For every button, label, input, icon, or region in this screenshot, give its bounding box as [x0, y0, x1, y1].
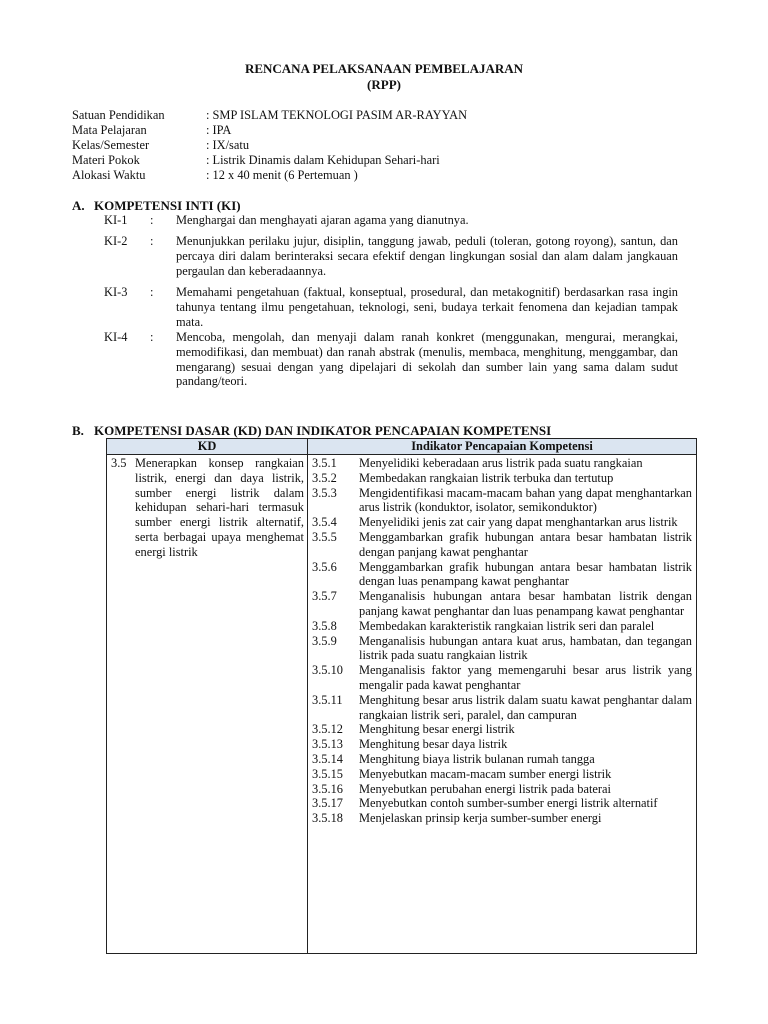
- indicator-code: 3.5.5: [312, 529, 337, 544]
- ki-text: Memahami pengetahuan (faktual, konseptual, prosedural, dan metakognitif) berdasarkan rasa ingin tahunya tentang ilmu pengetahuan, teknologi, seni, budaya terkait fenomena dan kejadian tampak mata.: [176, 285, 678, 329]
- ki-text: Menghargai dan menghayati ajaran agama yang dianutnya.: [176, 213, 469, 227]
- section-a-heading: [72, 198, 241, 213]
- indicator-item: [312, 796, 692, 811]
- indicator-text: Membedakan karakteristik rangkaian listrik seri dan paralel: [359, 618, 655, 633]
- indicator-item: [312, 752, 692, 767]
- indicator-item: [312, 471, 692, 486]
- info-label: Satuan Pendidikan: [72, 108, 165, 122]
- indicator-text: Menganalisis faktor yang memengaruhi besar arus listrik yang mengalir pada kawat penghantar: [359, 663, 692, 692]
- ki-code: KI-4: [104, 330, 128, 344]
- section-title: KOMPETENSI INTI (KI): [94, 198, 241, 213]
- indicator-text: Menyelidiki keberadaan arus listrik pada suatu rangkaian: [359, 456, 643, 470]
- section-letter: A.: [72, 198, 85, 213]
- info-label: Alokasi Waktu: [72, 168, 146, 182]
- indicator-code: 3.5.9: [312, 633, 337, 648]
- indicator-code: 3.5.17: [312, 796, 343, 811]
- section-title: KOMPETENSI DASAR (KD) DAN INDIKATOR PENCAPAIAN KOMPETENSI: [94, 423, 552, 438]
- indicator-text: Menyebutkan contoh sumber-sumber energi listrik alternatif: [359, 796, 658, 811]
- ki-colon: :: [150, 285, 154, 299]
- ki-text: Menunjukkan perilaku jujur, disiplin, tanggung jawab, peduli (toleran, gotong royong), santun, dan percaya diri dalam berinteraksi secara efektif dengan lingkungan sosial dan alam dalam jangkauan pergaulan dan keberadaannya.: [176, 234, 678, 278]
- indicator-code: 3.5.6: [312, 559, 337, 574]
- ki-code: KI-2: [104, 234, 128, 248]
- info-label: Mata Pelajaran: [72, 123, 147, 137]
- indicator-text: Menggambarkan grafik hubungan antara besar hambatan listrik dengan luas penampang kawat penghantar: [359, 559, 692, 589]
- indicator-code: 3.5.18: [312, 811, 343, 826]
- document-subtitle: (RPP): [367, 77, 401, 92]
- ki-colon: :: [150, 234, 154, 248]
- kd-cell: [111, 456, 304, 560]
- indicator-text: Menghitung besar energi listrik: [359, 722, 515, 737]
- section-b-heading: [72, 423, 551, 438]
- indicator-text: Menyebutkan macam-macam sumber energi listrik: [359, 766, 612, 781]
- indicator-item: [312, 456, 692, 471]
- ki-colon: :: [150, 213, 154, 227]
- info-row: [72, 138, 467, 153]
- indicator-text: Menghitung biaya listrik bulanan rumah tangga: [359, 751, 595, 766]
- indicator-code: 3.5.13: [312, 737, 343, 752]
- indicator-item: [312, 782, 692, 797]
- indicator-item: [312, 619, 692, 634]
- indicator-text: Menghitung besar daya listrik: [359, 737, 508, 752]
- kd-text: Menerapkan konsep rangkaian listrik, energi dan daya listrik, sumber energi listrik dalam kehidupan sehari-hari termasuk sumber energi listrik alternatif, serta berbagai upaya menghemat energi listrik: [135, 456, 304, 559]
- indicator-code: 3.5.10: [312, 663, 343, 678]
- kd-number: 3.5: [111, 456, 127, 470]
- column-header-indicator: Indikator Pencapaian Kompetensi: [411, 439, 593, 453]
- ki-colon: :: [150, 330, 154, 344]
- indicator-item: [312, 589, 692, 619]
- identity-info: [72, 108, 467, 183]
- column-header-kd: KD: [107, 439, 308, 454]
- indicator-code: 3.5.7: [312, 589, 337, 604]
- indicator-item: [312, 693, 692, 723]
- info-row: [72, 168, 467, 183]
- indicator-code: 3.5.12: [312, 722, 343, 737]
- table-header-row: [107, 439, 696, 455]
- info-row: [72, 123, 467, 138]
- indicator-text: Mengidentifikasi macam-macam bahan yang dapat menghantarkan arus listrik (konduktor, isolator, semikonduktor): [359, 485, 692, 515]
- indicator-list: [312, 456, 692, 826]
- indicator-item: [312, 737, 692, 752]
- ki-item: [104, 330, 678, 389]
- info-value: : IX/satu: [206, 138, 250, 152]
- indicator-code: 3.5.1: [312, 456, 337, 470]
- info-value: : 12 x 40 menit (6 Pertemuan ): [206, 168, 358, 182]
- indicator-code: 3.5.16: [312, 781, 343, 796]
- indicator-text: Menggambarkan grafik hubungan antara besar hambatan listrik dengan panjang kawat penghantar: [359, 529, 692, 559]
- indicator-code: 3.5.8: [312, 618, 337, 633]
- indicator-text: Menyebutkan perubahan energi listrik pada baterai: [359, 781, 611, 796]
- indicator-text: Menganalisis hubungan antara kuat arus, hambatan, dan tegangan listrik pada suatu rangkaian listrik: [359, 633, 692, 663]
- indicator-item: [312, 767, 692, 782]
- info-value: : Listrik Dinamis dalam Kehidupan Sehari-hari: [206, 153, 440, 167]
- indicator-code: 3.5.15: [312, 766, 343, 781]
- ki-code: KI-3: [104, 285, 128, 299]
- indicator-code: 3.5.2: [312, 470, 337, 485]
- kd-indicator-table: [106, 438, 697, 954]
- info-row: [72, 153, 467, 168]
- indicator-text: Menjelaskan prinsip kerja sumber-sumber energi: [359, 811, 602, 826]
- ki-text: Mencoba, mengolah, dan menyaji dalam ranah konkret (menggunakan, mengurai, merangkai, memodifikasi, dan membuat) dan ranah abstrak (menulis, membaca, menghitung, menggambar, dan mengarang) sesuai dengan yang dipelajari di sekolah dan sumber lain yang sama dalam sudut pandang/teori.: [176, 330, 678, 389]
- indicator-code: 3.5.4: [312, 515, 337, 530]
- indicator-item: [312, 722, 692, 737]
- indicator-item: [312, 560, 692, 590]
- section-letter: B.: [72, 423, 84, 438]
- column-divider: [307, 454, 308, 953]
- indicator-item: [312, 515, 692, 530]
- indicator-item: [312, 811, 692, 826]
- ki-item: [104, 285, 678, 329]
- indicator-text: Membedakan rangkaian listrik terbuka dan tertutup: [359, 470, 614, 485]
- indicator-item: [312, 634, 692, 664]
- indicator-text: Menghitung besar arus listrik dalam suatu kawat penghantar dalam rangkaian listrik seri, paralel, dan campuran: [359, 692, 692, 722]
- info-label: Materi Pokok: [72, 153, 140, 167]
- indicator-text: Menganalisis hubungan antara besar hambatan listrik dengan panjang kawat penghantar dan luas penampang kawat penghantar: [359, 589, 692, 618]
- indicator-item: [312, 530, 692, 560]
- ki-item: [104, 234, 678, 278]
- ki-code: KI-1: [104, 213, 128, 227]
- indicator-item: [312, 486, 692, 516]
- info-label: Kelas/Semester: [72, 138, 150, 152]
- ki-item: [104, 213, 678, 228]
- info-value: : SMP ISLAM TEKNOLOGI PASIM AR-RAYYAN: [206, 108, 468, 122]
- indicator-code: 3.5.14: [312, 751, 343, 766]
- indicator-code: 3.5.11: [312, 692, 343, 707]
- info-row: [72, 108, 467, 123]
- indicator-text: Menyelidiki jenis zat cair yang dapat menghantarkan arus listrik: [359, 515, 678, 530]
- document-title: RENCANA PELAKSANAAN PEMBELAJARAN: [244, 61, 524, 76]
- indicator-code: 3.5.3: [312, 485, 337, 500]
- info-value: : IPA: [206, 123, 232, 137]
- indicator-item: [312, 663, 692, 693]
